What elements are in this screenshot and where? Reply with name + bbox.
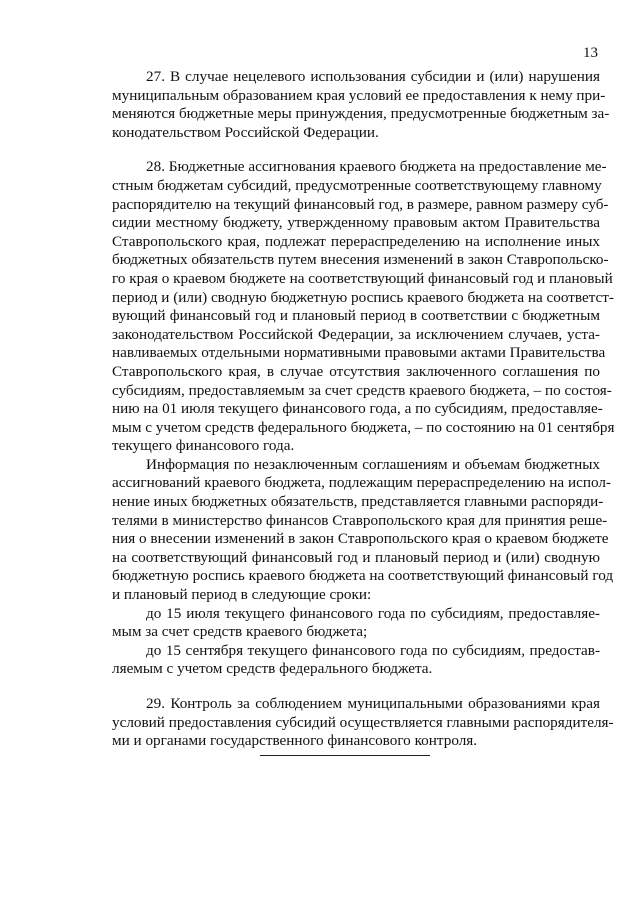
paragraph-28 <box>112 158 615 456</box>
paragraph-28-info <box>112 455 614 605</box>
document-body <box>112 68 615 751</box>
paragraph-28-term-2 <box>112 642 600 679</box>
paragraph-line: до 15 июля текущего финансового года по субсидиям, предоставляе- <box>146 604 600 622</box>
paragraph-line: ассигнований краевого бюджета, подлежащим перераспределению на испол- <box>112 474 611 492</box>
paragraph-line: ния о внесении изменений в закон Ставропольского края о краевом бюджете <box>112 530 609 548</box>
paragraph-line: бюджетных обязательств путем внесения изменений в закон Ставропольско- <box>112 251 609 269</box>
paragraph-line: мым с учетом средств федерального бюджета, – по состоянию на 01 сентября <box>112 418 615 436</box>
paragraph-line: распорядителю на текущий финансовый год, в размере, равном размеру суб- <box>112 195 609 213</box>
paragraph-line: ляемым с учетом средств федерального бюджета. <box>112 660 433 678</box>
paragraph-line: стным бюджетам субсидий, предусмотренные соответствующему главному <box>112 176 602 194</box>
paragraph-line: конодательством Российской Федерации. <box>112 123 379 141</box>
paragraph-line: телями в министерство финансов Ставропольского края для принятия реше- <box>112 511 608 529</box>
paragraph-line: бюджетную роспись краевого бюджета на соответствующий финансовый год <box>112 567 614 585</box>
paragraph-line: вующий финансовый год и плановый период в соответствии с бюджетным <box>112 307 600 325</box>
paragraph-line: ми и органами государственного финансового контроля. <box>112 732 478 750</box>
end-separator-line <box>260 755 430 756</box>
paragraph-line: законодательством Российской Федерации, за исключением случаев, уста- <box>112 325 600 343</box>
paragraph-line: го края о краевом бюджете на соответствующий финансовый год и плановый <box>112 269 613 287</box>
paragraph-28-term-1 <box>112 605 600 642</box>
paragraph-29 <box>112 695 614 751</box>
paragraph-line: условий предоставления субсидий осуществляется главными распорядителя- <box>112 713 614 731</box>
paragraph-line: Ставропольского края, подлежат перераспределению на исполнение иных <box>112 232 600 250</box>
paragraph-line: 29. Контроль за соблюдением муниципальными образованиями края <box>146 695 600 712</box>
paragraph-line: 28. Бюджетные ассигнования краевого бюджета на предоставление ме- <box>146 158 607 176</box>
paragraph-line: нение иных бюджетных обязательств, представляется главными распоряди- <box>112 493 604 511</box>
paragraph-line: текущего финансового года. <box>112 437 295 455</box>
paragraph-line: 27. В случае нецелевого использования субсидии и (или) нарушения <box>146 68 600 85</box>
paragraph-line: муниципальным образованием края условий ее предоставления к нему при- <box>112 86 606 104</box>
paragraph-line: период и (или) сводную бюджетную роспись краевого бюджета на соответст- <box>112 288 614 306</box>
page-number: 13 <box>583 45 598 61</box>
paragraph-line: на соответствующий финансовый год и плановый период и (или) сводную <box>112 548 600 566</box>
paragraph-line: нию на 01 июля текущего финансового года, а по субсидиям, предоставляе- <box>112 400 603 418</box>
paragraph-line: и плановый период в следующие сроки: <box>112 586 372 604</box>
paragraph-line: меняются бюджетные меры принуждения, предусмотренные бюджетным за- <box>112 105 610 123</box>
paragraph-line: до 15 сентября текущего финансового года по субсидиям, предостав- <box>146 641 600 659</box>
paragraph-27 <box>112 68 610 142</box>
paragraph-line: мым за счет средств краевого бюджета; <box>112 623 368 641</box>
paragraph-line: навливаемых отдельными нормативными правовыми актами Правительства <box>112 344 606 362</box>
paragraph-line: Информация по незаключенным соглашениям и объемам бюджетных <box>146 455 600 473</box>
paragraph-line: субсидиям, предоставляемым за счет средств краевого бюджета, – по состоя- <box>112 381 612 399</box>
paragraph-line: Ставропольского края, в случае отсутствия заключенного соглашения по <box>112 362 600 380</box>
paragraph-line: сидии местному бюджету, утвержденному правовым актом Правительства <box>112 214 600 232</box>
